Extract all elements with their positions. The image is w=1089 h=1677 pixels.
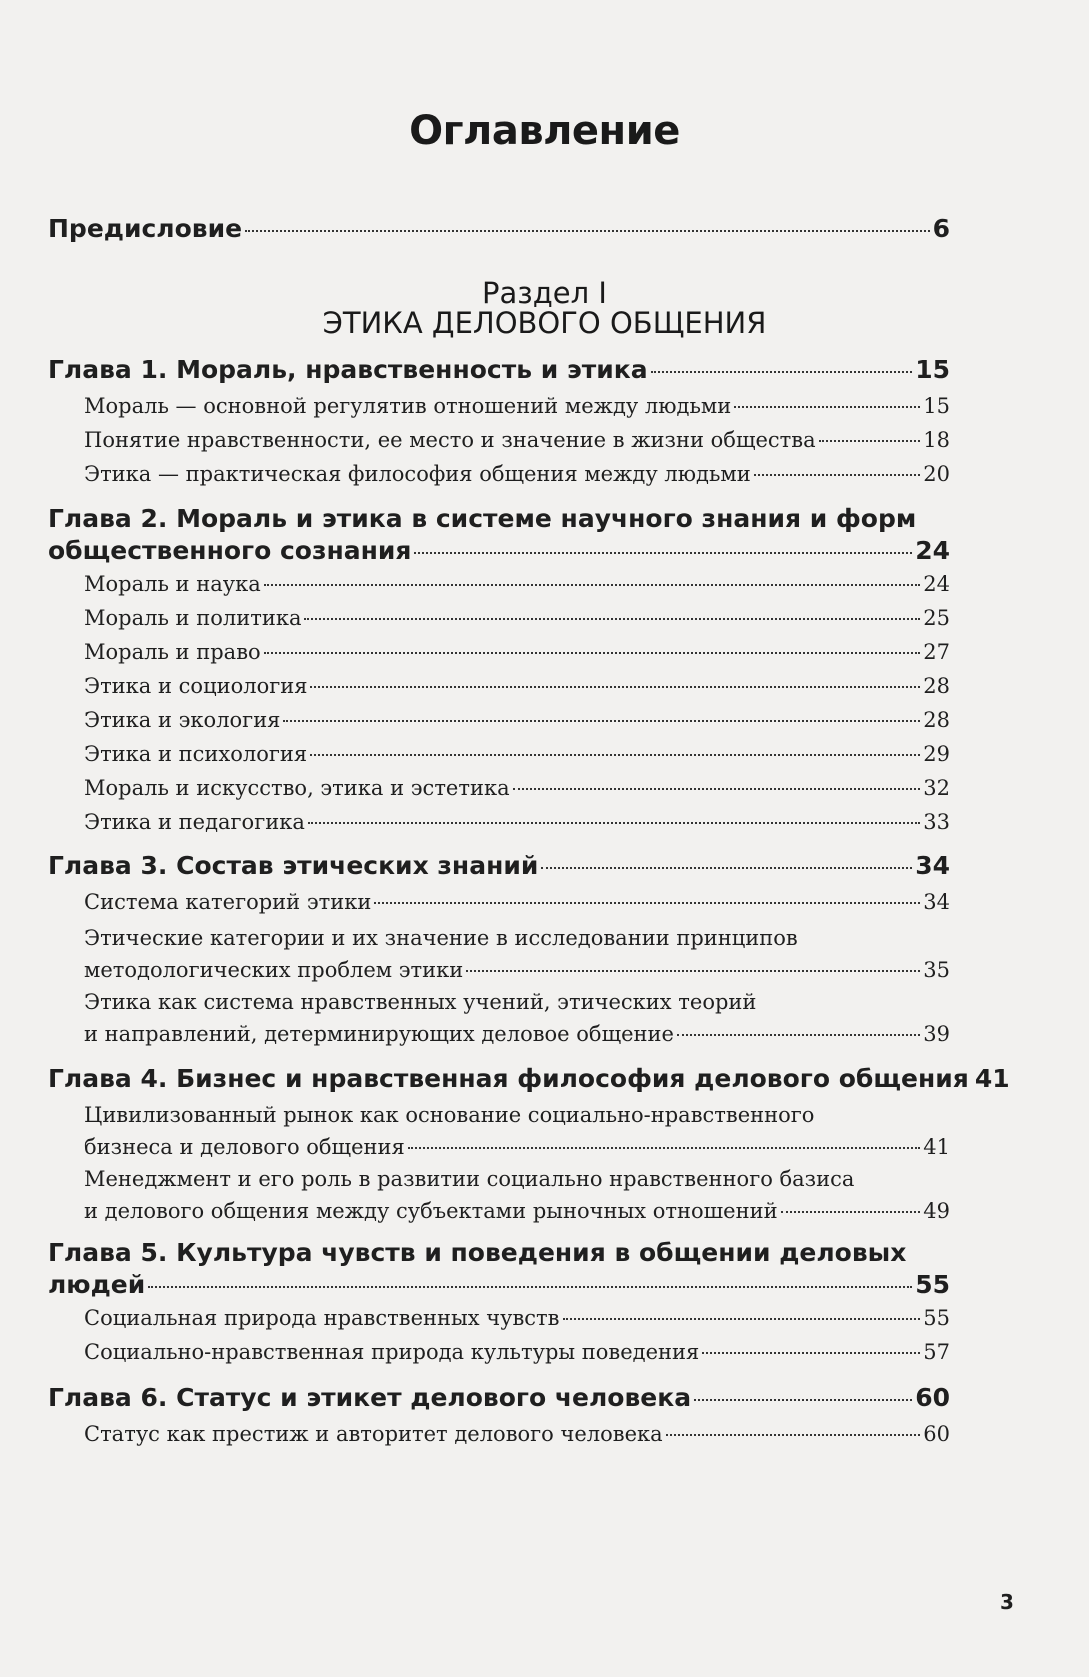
toc-subsection-entry[interactable] xyxy=(84,1302,950,1334)
page-number: 18 xyxy=(923,428,950,452)
page-number: 41 xyxy=(974,1064,1010,1093)
toc-label: Социально-нравственная природа культуры поведения xyxy=(84,1340,700,1364)
toc-entry-preface[interactable] xyxy=(48,214,950,243)
toc-label: Мораль и политика xyxy=(84,606,302,630)
toc-label: Система категорий этики xyxy=(84,890,372,914)
dot-leader xyxy=(651,371,913,373)
toc-subsection-entry[interactable] xyxy=(84,670,950,702)
toc-label: Глава 4. Бизнес и нравственная философия делового общения xyxy=(48,1064,969,1093)
toc-line xyxy=(48,1269,950,1301)
toc-label: Мораль — основной регулятив отношений между людьми xyxy=(84,394,732,418)
toc-label: Глава 1. Мораль, нравственность и этика xyxy=(48,355,648,384)
toc-line xyxy=(84,772,950,804)
toc-chapter-entry[interactable] xyxy=(48,850,950,882)
dot-leader xyxy=(541,867,912,869)
toc-subsection-entry[interactable] xyxy=(84,424,950,456)
page-number: 34 xyxy=(915,851,950,880)
toc-line xyxy=(48,1063,1010,1095)
toc-subsection-entry[interactable] xyxy=(84,602,950,634)
toc-line xyxy=(84,568,950,600)
dot-leader xyxy=(308,822,920,824)
toc-subsection-entry[interactable] xyxy=(84,806,950,838)
dot-leader xyxy=(666,1434,921,1436)
dot-leader xyxy=(754,474,921,476)
dot-leader xyxy=(414,552,912,554)
toc-chapter-entry[interactable] xyxy=(48,1237,950,1301)
page-number: 41 xyxy=(923,1135,950,1159)
toc-chapter-entry[interactable] xyxy=(48,1382,950,1414)
toc-subsection-entry[interactable] xyxy=(84,772,950,804)
dot-leader xyxy=(702,1352,920,1354)
dot-leader xyxy=(283,720,920,722)
dot-leader xyxy=(563,1318,921,1320)
toc-subsection-entry[interactable] xyxy=(84,1163,950,1227)
toc-label: Понятие нравственности, ее место и значение в жизни общества xyxy=(84,428,816,452)
toc-subsection-entry[interactable] xyxy=(84,458,950,490)
toc-line xyxy=(84,424,950,456)
toc-line xyxy=(84,886,950,918)
toc-line xyxy=(48,1382,950,1414)
page-number: 32 xyxy=(923,776,950,800)
toc-label-line: Глава 5. Культура чувств и поведения в общении деловых xyxy=(48,1238,907,1267)
toc-line xyxy=(84,636,950,668)
toc-label: Предисловие xyxy=(48,214,243,243)
page-number: 24 xyxy=(923,572,950,596)
toc-subsection-entry[interactable] xyxy=(84,1336,950,1368)
section-title: ЭТИКА ДЕЛОВОГО ОБЩЕНИЯ xyxy=(322,306,767,340)
toc-label: Этика и социология xyxy=(84,674,308,698)
toc-subsection-entry[interactable] xyxy=(84,986,950,1050)
toc-chapter-entry[interactable] xyxy=(48,354,950,386)
toc-line xyxy=(84,390,950,422)
toc-label: людей xyxy=(48,1270,146,1299)
toc-label: Глава 3. Состав этических знаний xyxy=(48,851,539,880)
toc-chapter-entry[interactable] xyxy=(48,1063,1010,1095)
dot-leader xyxy=(264,652,921,654)
folio: 3 xyxy=(1000,1590,1014,1614)
dot-leader xyxy=(781,1211,921,1213)
toc-line xyxy=(48,535,950,567)
toc-label: Мораль и право xyxy=(84,640,261,664)
toc-line xyxy=(84,670,950,702)
toc-line xyxy=(48,850,950,882)
page-number: 60 xyxy=(923,1422,950,1446)
page-number: 29 xyxy=(923,742,950,766)
toc-label: и направлений, детерминирующих деловое общение xyxy=(84,1022,674,1046)
page-number: 57 xyxy=(923,1340,950,1364)
toc-label: общественного сознания xyxy=(48,536,412,565)
toc-line xyxy=(84,954,950,986)
dot-leader xyxy=(374,902,920,904)
toc-line xyxy=(84,458,950,490)
page-title: Оглавление xyxy=(409,108,680,154)
toc-subsection-entry[interactable] xyxy=(84,886,950,918)
toc-line xyxy=(84,1418,950,1450)
page-number: 55 xyxy=(915,1270,950,1299)
toc-line xyxy=(84,1131,950,1163)
page-number: 6 xyxy=(932,214,950,243)
toc-label-line: Менеджмент и его роль в развитии социально нравственного базиса xyxy=(84,1167,855,1191)
dot-leader xyxy=(819,440,921,442)
page-number: 20 xyxy=(923,462,950,486)
dot-leader xyxy=(310,754,920,756)
page-number: 25 xyxy=(923,606,950,630)
toc-line xyxy=(84,1195,950,1227)
page-number: 35 xyxy=(923,958,950,982)
toc-label: и делового общения между субъектами рыночных отношений xyxy=(84,1199,778,1223)
toc-line xyxy=(84,738,950,770)
page-number: 28 xyxy=(923,674,950,698)
toc-label: Мораль и искусство, этика и эстетика xyxy=(84,776,510,800)
page-number: 15 xyxy=(915,355,950,384)
dot-leader xyxy=(466,970,920,972)
toc-label: Этика — практическая философия общения между людьми xyxy=(84,462,751,486)
toc-label-line: Цивилизованный рынок как основание социально-нравственного xyxy=(84,1103,815,1127)
dot-leader xyxy=(677,1034,920,1036)
dot-leader xyxy=(408,1147,921,1149)
dot-leader xyxy=(734,406,920,408)
toc-subsection-entry[interactable] xyxy=(84,704,950,736)
toc-label: Мораль и наука xyxy=(84,572,261,596)
toc-subsection-entry[interactable] xyxy=(84,738,950,770)
toc-label: методологических проблем этики xyxy=(84,958,464,982)
toc-line xyxy=(48,214,950,243)
toc-label: Этика и психология xyxy=(84,742,308,766)
dot-leader xyxy=(694,1399,912,1401)
toc-label: Этика и экология xyxy=(84,708,281,732)
toc-line xyxy=(84,704,950,736)
toc-label-line: Глава 2. Мораль и этика в системе научного знания и форм xyxy=(48,504,917,533)
page-number: 28 xyxy=(923,708,950,732)
toc-chapter-entry[interactable] xyxy=(48,503,950,567)
toc-line xyxy=(84,602,950,634)
page-number: 60 xyxy=(915,1383,950,1412)
toc-label: бизнеса и делового общения xyxy=(84,1135,405,1159)
dot-leader xyxy=(304,618,920,620)
toc-subsection-entry[interactable] xyxy=(84,568,950,600)
dot-leader xyxy=(513,788,921,790)
page-number: 15 xyxy=(923,394,950,418)
page-number: 49 xyxy=(923,1199,950,1223)
toc-line xyxy=(84,806,950,838)
page-number: 55 xyxy=(923,1306,950,1330)
toc-label-line: Этические категории и их значение в исследовании принципов xyxy=(84,926,798,950)
toc-label: Этика и педагогика xyxy=(84,810,305,834)
page-number: 27 xyxy=(923,640,950,664)
toc-subsection-entry[interactable] xyxy=(84,1099,950,1163)
page-number: 34 xyxy=(923,890,950,914)
toc-subsection-entry[interactable] xyxy=(84,390,950,422)
page-number: 33 xyxy=(923,810,950,834)
dot-leader xyxy=(310,686,920,688)
dot-leader xyxy=(148,1286,912,1288)
toc-subsection-entry[interactable] xyxy=(84,636,950,668)
toc-label: Глава 6. Статус и этикет делового человека xyxy=(48,1383,692,1412)
toc-line xyxy=(84,1018,950,1050)
toc-line xyxy=(84,1302,950,1334)
page-number: 39 xyxy=(923,1022,950,1046)
dot-leader xyxy=(264,584,921,586)
page-number: 24 xyxy=(915,536,950,565)
toc-line xyxy=(84,1336,950,1368)
dot-leader xyxy=(245,230,930,232)
section-number: Раздел I xyxy=(482,276,607,310)
toc-subsection-entry[interactable] xyxy=(84,922,950,986)
toc-label: Социальная природа нравственных чувств xyxy=(84,1306,560,1330)
toc-label-line: Этика как система нравственных учений, этических теорий xyxy=(84,990,757,1014)
toc-subsection-entry[interactable] xyxy=(84,1418,950,1450)
toc-line xyxy=(48,354,950,386)
toc-label: Статус как престиж и авторитет делового человека xyxy=(84,1422,663,1446)
